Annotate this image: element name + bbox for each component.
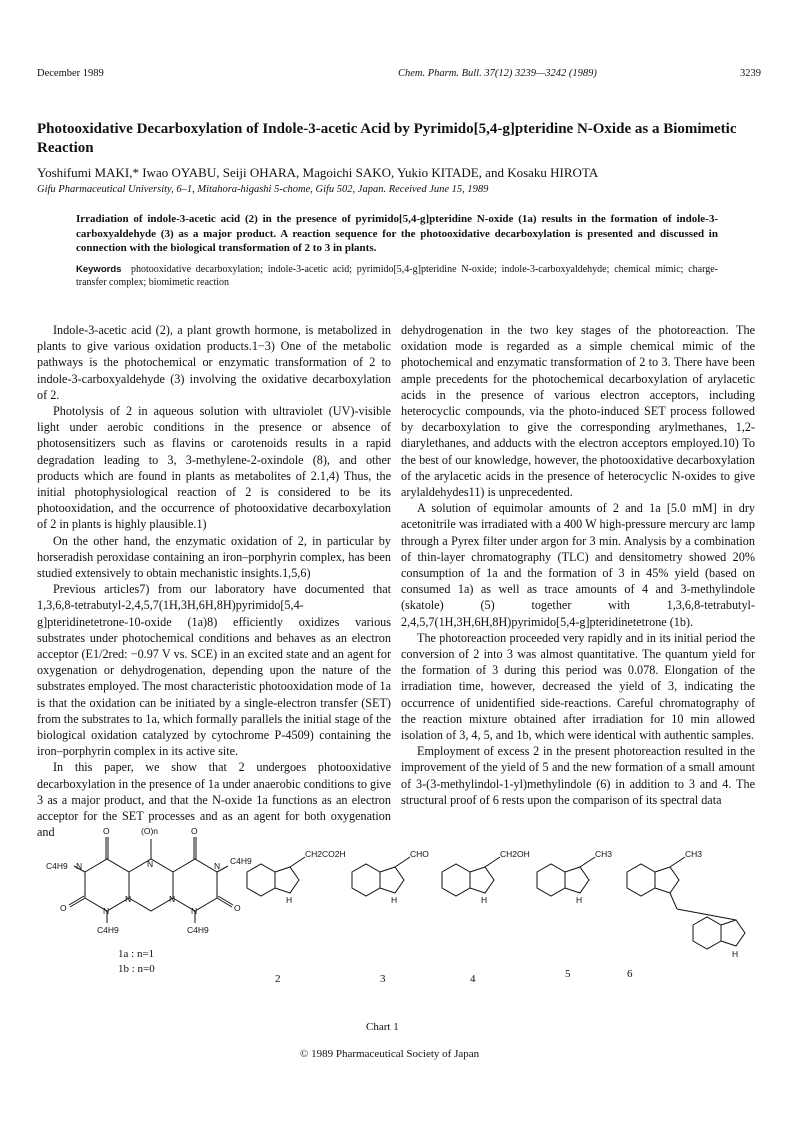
atom-label: C4H9 [187,925,209,935]
substituent: CH2OH [500,849,530,859]
nh-label: H [286,895,293,905]
atom-label: O [60,903,67,913]
body-paragraph: On the other hand, the enzymatic oxidation of 2, in particular by horseradish peroxidase containing an iron–porphyrin complex, has been studied extensively to obtain mechanistic insights.1,5,6) [37,533,391,581]
atom-label: O [234,903,241,913]
structure-3 [352,849,429,985]
atom-label: C4H9 [230,856,252,866]
body-column-right [401,322,755,808]
atom-label: N [147,859,154,869]
header-page-number: 3239 [740,68,761,79]
body-paragraph: Previous articles7) from our laboratory have documented that 1,3,6,8-tetrabutyl-2,4,5,7(1H,3H,6H,8H)pyrimido[5,4-g]pteridinetetrone-10-oxide (1a)8) efficiently oxidizes various substrates under photochemical conditions and behaves as an electron acceptor (E1/2red: −0.97 V vs. SCE) in an excited state and an agent for oxygenation or dehydrogenation, depending upon the nature of the substrates employed. The most characteristic photooxidation mode of 1a is that the oxidation can be initiated by a single-electron transfer (SET) from the substrates to 1a, which formally parallels the initial stage of the biological oxidation catalyzed by cytochrome P-4509) containing the iron–porphyrin complex in its active site. [37,582,391,759]
header-date: December 1989 [37,68,104,79]
atom-label: N [103,906,110,916]
substituent: CHO [410,849,429,859]
structure-1a-1b [46,826,252,975]
body-paragraph: Employment of excess 2 in the present photoreaction resulted in the improvement of the yield of 5 and the new formation of a small amount of 3-(3-methylindol-1-yl)methylindole (6) in addition to 3 and 4. The structural proof of 6 rests upon the comparison of its spectral data [401,744,755,807]
atom-label: O [103,826,110,836]
author-list: Yoshifumi MAKI,* Iwao OYABU, Seiji OHARA, Magoichi SAKO, Yukio KITADE, and Kosaku HIROTA [37,165,599,180]
keywords [76,263,718,289]
chart-1-structures [30,797,770,1015]
structure-2 [247,849,346,985]
keywords-label: Keywords [76,264,122,275]
body-paragraph: The photoreaction proceeded very rapidly and in its initial period the conversion of 2 into 3 was almost quantitative. The quantum yield for the formation of 3 during this period was 0.078. Elongation of the irradiation time, however, decreased the yield of 3, indicating the occurrence of unidentified side-reactions. Careful chromatography of the reaction mixture obtained after irradiation for 10 min allowed isolation of 3, 4, 5, and 1b, which were identical with authentic samples. [401,630,755,743]
nh-label: H [391,895,398,905]
structure-6 [627,849,745,980]
compound-label-1a: 1a : n=1 [118,948,155,960]
atom-label: N [214,861,221,871]
nh-label: H [576,895,583,905]
substituent: CH3 [595,849,613,859]
body-paragraph: In this paper, we show that 2 undergoes photooxidative decarboxylation in the presence of 1a under anaerobic conditions to give 3 as a major product, and that the N-oxide 1a functions as an electron acceptor for the SET processes and as an agent for both oxygenation and [37,760,391,840]
keywords-text: photooxidative decarboxylation; indole-3-acetic acid; pyrimido[5,4-g]pteridine N-oxide; indole-3-carboxyaldehyde; chemical mimic; charge-transfer complex; biomimetic reaction [76,264,719,288]
atom-label: C4H9 [97,925,119,935]
atom-label: N [125,894,132,904]
body-column-left [37,322,391,841]
header-journal: Chem. Pharm. Bull. 37(12) 3239—3242 (1989) [398,68,597,79]
atom-label: C4H9 [46,861,68,871]
compound-number: 5 [565,968,571,980]
chart-caption: Chart 1 [366,1021,399,1033]
body-paragraph: dehydrogenation in the two key stages of the photoreaction. The oxidation mode is regarded as a simple chemical mimic of the photochemical and enzymatic transformation of 2 to 3. There have been ample precedents for the photochemical decarboxylation of arylacetic acids in the presence of various electron acceptors, including heterocyclic compounds, via the photo-induced SET process followed by decarboxylation to give the corresponding arylmethanes, 1,2-diarylethanes, and adducts with the electron acceptors employed.10) To the best of our knowledge, however, the photooxidative decarboxylation of the arylacetic acids in the presence of heterocyclic N-oxides to give arylaldehydes11) is unprecedented. [401,323,755,500]
atom-label: N [76,861,83,871]
abstract: Irradiation of indole-3-acetic acid (2) in the presence of pyrimido[5,4-g]pteridine N-oxide (1a) results in the formation of indole-3-carboxyaldehyde (3) as a major product. A reaction sequence for the photooxidative decarboxylation is presented and discussed in connection with the biological transformation of 2 to 3 in plants. [76,213,718,254]
substituent: CH2CO2H [305,849,346,859]
atom-label: N [191,906,198,916]
article-title: Photooxidative Decarboxylation of Indole-3-acetic Acid by Pyrimido[5,4-g]pteridine N-Oxide as a Biomimetic Reaction [37,121,737,156]
copyright: © 1989 Pharmaceutical Society of Japan [300,1048,480,1060]
atom-label: (O)n [141,826,158,836]
affiliation: Gifu Pharmaceutical University, 6–1, Mitahora-higashi 5-chome, Gifu 502, Japan. Received June 15, 1989 [37,184,489,195]
body-paragraph: Photolysis of 2 in aqueous solution with ultraviolet (UV)-visible light under aerobic conditions in the presence or absence of photosensitizers such as flavins or carotenoids results in a rapid degradation leading to 3, 3-methylene-2-oxindole (8), and other products which are found in plants as metabolites of 2.1,4) Thus, the initial photophysiological reaction of 2 is considered to be its photooxidation, and the occurrence of photooxidative decarboxylation of 2 in plants is highly plausible.1) [37,404,391,532]
body-paragraph: Indole-3-acetic acid (2), a plant growth hormone, is metabolized in plants to give various oxidation products.1−3) One of the metabolic pathways is the photochemical or enzymatic transformation of 2 to indole-3-carboxyaldehyde (3) involving the oxidative decarboxylation of 2. [37,323,391,402]
atom-label: O [191,826,198,836]
compound-number: 2 [275,973,281,985]
substituent: CH3 [685,849,703,859]
compound-number: 4 [470,973,476,985]
nh-label: H [481,895,488,905]
structure-4 [442,849,530,985]
nh-label: H [732,949,739,959]
compound-number: 3 [380,973,386,985]
compound-number: 6 [627,968,633,980]
body-paragraph: A solution of equimolar amounts of 2 and 1a [5.0 mM] in dry acetonitrile was irradiated with a 400 W high-pressure mercury arc lamp through a Pyrex filter under argon for 3 min. Analysis by a combination of thin-layer chromatography (TLC) and densitometry showed 20% consumption of 1a and the formation of 3 in 45% yield (based on consumed 1a) as well as trace amounts of 4 and 3-methylindole (skatole) (5) together with 1,3,6,8-tetrabutyl-2,4,5,7(1H,3H,6H,8H)pyrimido[5,4-g]pteridinetetrone (1b). [401,501,755,629]
atom-label: N [169,894,176,904]
structure-5 [537,849,612,980]
compound-label-1b: 1b : n=0 [118,963,155,975]
